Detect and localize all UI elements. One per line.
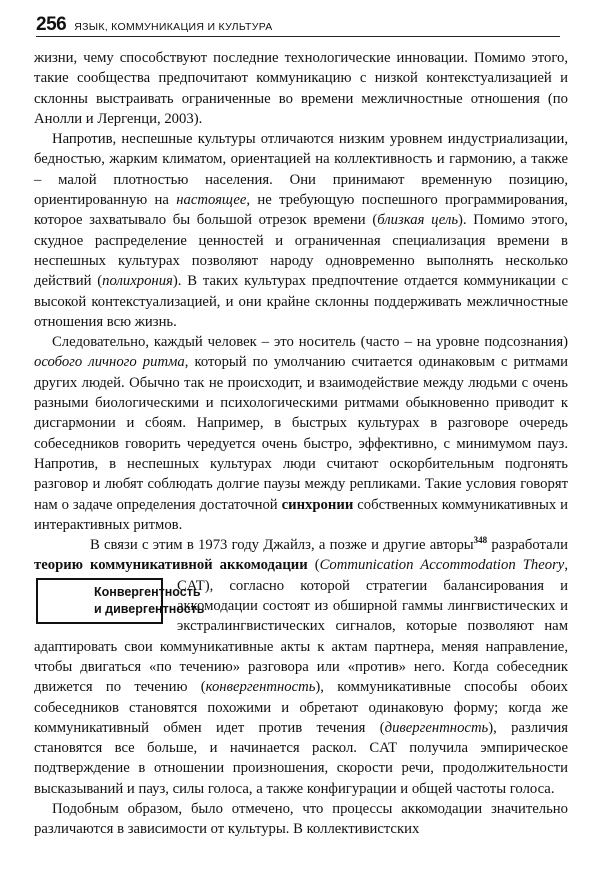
paragraph-2: Напротив, неспешные культуры отличаются низким уровнем индустриализации, бедностью, жарким климатом, ориентацией на коллективность и гармонию, а также – малой плотностью населения. Они принимают временную позицию, ориентированную на настоящее, не требующую поспешного программирования, которое захватывало бы большой отрезок времени (близкая цель). Помимо этого, скудное распределение ценностей и ограниченная специализация времени в неспешных культурах позволяют народу одновременно выполнять несколько действий (полихрония). В таких культурах предпочтение отдается коммуникации с высокой контекстуализацией, и они крайне склонны поддерживать межличностные отношения всю жизнь. xyxy=(34,131,568,330)
term-cat-english: Communication Accommodation Theory xyxy=(319,557,565,574)
margin-note-box xyxy=(36,578,205,624)
paragraph-5: Подобным образом, было отмечено, что процессы аккомодации значительно различаются в зависимости от культуры. В коллективистских xyxy=(34,800,568,838)
paragraph-4: В связи с этим в 1973 году Джайлз, а позже и другие авторы$^{348}$ разработали теорию коммуникативной аккомодации (Communication Accommodation Theory Конвергентность и дивергентность , CAT), согласно которой стратегии балансирования и аккомодации состоят из обширной гаммы лингвистических и экстралингвистических сигналов, которые позволяют нам адаптировать свои коммуникативные акты к актам партнера, меняя направление, чтобы двигаться «по течению» разговора или «против» него. Когда собеседник движется по течению (конвергентность), коммуникативные способы обоих собеседников становятся похожими и обретают одинаковую форму; когда же коммуникативный обмен идет против течения (дивергентность), различия становятся все больше, и начинается раскол. CAT получила эмпирическое подтверждение в отношении произношения, скорости речи, продолжительности высказываний и пауз, силы голоса, а также конфигурации и общей частоты голоса. xyxy=(34,535,568,797)
page-number: 256 xyxy=(36,14,67,35)
term-personal-rhythm: особого личного ритма xyxy=(34,354,185,371)
term-present: настоящее xyxy=(176,192,247,209)
paragraph-3: Следовательно, каждый человек – это носитель (часто – на уровне подсознания) особого личного ритма, который по умолчанию считается одинаковым с ритмами других людей. Обычно так не происходит, и взаимодействие между людьми с очень разными биологическими и психологическими ритмами обыкновенно приводит к дисгармонии и сбоям. Например, в быстрых культурах в разговоре очередь собеседников говорить чередуется очень быстро, эффективно, с минимумом пауз. Напротив, в неспешных культурах люди считают оскорбительным подгонять разговор и любят соблюдать долгие паузы между репликами. Такие условия говорят нам о задаче определения достаточной синхронии собственных коммуникативных и интерактивных ритмов. xyxy=(34,334,568,533)
running-header xyxy=(36,14,560,37)
term-accommodation-theory: теорию коммуникативной аккомодации xyxy=(34,557,308,574)
term-divergence: дивергентность xyxy=(384,719,489,736)
running-title: ЯЗЫК, КОММУНИКАЦИЯ И КУЛЬТУРА xyxy=(74,21,273,33)
term-near-goal: близкая цель xyxy=(377,212,459,229)
term-convergence: конвергентность xyxy=(205,679,316,696)
footnote-ref[interactable]: 348 xyxy=(473,535,488,546)
term-polychrony: полихрония xyxy=(102,273,173,290)
margin-note-line2: и дивергентность xyxy=(94,601,205,616)
body-text xyxy=(34,48,568,840)
term-synchrony: синхронии xyxy=(281,496,354,513)
margin-note-line1: Конвергентность xyxy=(94,584,201,599)
paragraph-1: жизни, чему способствуют последние технологические инновации. Помимо этого, такие сообщества предпочитают коммуникацию с низкой контекстуализацией и склонны выстраивать ограниченные во времени межличностные отношения (по Анолли и Лергенци, 2003). xyxy=(34,50,568,127)
